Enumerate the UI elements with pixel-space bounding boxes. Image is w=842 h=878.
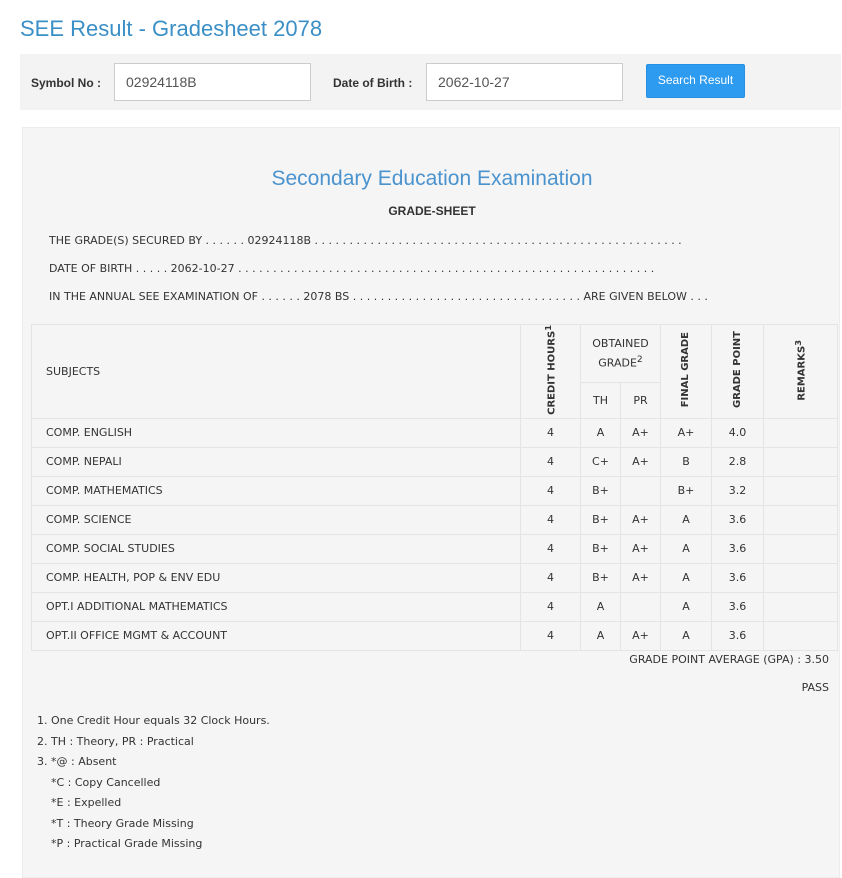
credit-hours-cell: 4: [521, 447, 581, 476]
remarks-cell: [764, 418, 838, 447]
grade-point-cell: 3.6: [712, 563, 764, 592]
footnote: 1. One Credit Hour equals 32 Clock Hours.: [37, 714, 270, 727]
grade-point-cell: 4.0: [712, 418, 764, 447]
credit-hours-cell: 4: [521, 592, 581, 621]
header-final-grade: FINAL GRADE: [661, 325, 712, 419]
credit-hours-cell: 4: [521, 418, 581, 447]
table-row: [32, 534, 838, 563]
table-row: [32, 621, 838, 650]
table-row: [32, 563, 838, 592]
symbol-no-input[interactable]: 02924118B: [114, 63, 311, 101]
page-title: SEE Result - Gradesheet 2078: [20, 16, 323, 41]
sheet-title: GRADE-SHEET: [388, 204, 476, 218]
gpa-text: GRADE POINT AVERAGE (GPA) : 3.50: [629, 653, 829, 666]
subject-cell: COMP. SOCIAL STUDIES: [32, 534, 521, 563]
th-grade-cell: B+: [581, 505, 621, 534]
header-remarks: REMARKS$^3$: [764, 325, 838, 419]
footnote: *C : Copy Cancelled: [51, 775, 161, 789]
th-grade-cell: A: [581, 592, 621, 621]
remarks-cell: [764, 505, 838, 534]
subject-cell: COMP. ENGLISH: [32, 418, 521, 447]
final-grade-cell: A: [661, 505, 712, 534]
grade-point-cell: 3.2: [712, 476, 764, 505]
dob-input[interactable]: 2062-10-27: [426, 63, 623, 101]
header-subjects: SUBJECTS: [32, 325, 521, 419]
table-row: [32, 476, 838, 505]
pr-grade-cell: [621, 476, 661, 505]
pr-grade-cell: [621, 592, 661, 621]
th-grade-cell: B+: [581, 563, 621, 592]
search-result-button[interactable]: Search Result: [646, 64, 745, 98]
table-row: [32, 592, 838, 621]
search-bar: [20, 54, 841, 110]
final-grade-cell: A: [661, 563, 712, 592]
subject-cell: COMP. NEPALI: [32, 447, 521, 476]
grade-point-cell: 3.6: [712, 534, 764, 563]
credit-hours-cell: 4: [521, 563, 581, 592]
pr-grade-cell: A+: [621, 534, 661, 563]
remarks-cell: [764, 534, 838, 563]
th-grade-cell: B+: [581, 534, 621, 563]
result-status: PASS: [801, 681, 829, 694]
credit-hours-cell: 4: [521, 621, 581, 650]
footnote: *T : Theory Grade Missing: [51, 816, 194, 830]
secured-by-line: THE GRADE(S) SECURED BY . . . . . . 02924118B . . . . . . . . . . . . . . . . . . . . . . . . . . . . . . . . . . . . . . . . . . . . . . . . . . . . .: [49, 234, 682, 247]
pr-grade-cell: A+: [621, 447, 661, 476]
header-th: TH: [581, 383, 621, 419]
grade-point-cell: 3.6: [712, 505, 764, 534]
grade-point-cell: 3.6: [712, 621, 764, 650]
grade-table: [31, 324, 838, 651]
final-grade-cell: A+: [661, 418, 712, 447]
remarks-cell: [764, 621, 838, 650]
subject-cell: COMP. HEALTH, POP & ENV EDU: [32, 563, 521, 592]
final-grade-cell: A: [661, 534, 712, 563]
header-pr: PR: [621, 383, 661, 419]
remarks-cell: [764, 563, 838, 592]
header-grade-point: GRADE POINT: [712, 325, 764, 419]
th-grade-cell: A: [581, 418, 621, 447]
credit-hours-cell: 4: [521, 534, 581, 563]
exam-title: Secondary Education Examination: [271, 167, 593, 190]
remarks-cell: [764, 447, 838, 476]
remarks-cell: [764, 476, 838, 505]
subject-cell: OPT.I ADDITIONAL MATHEMATICS: [32, 592, 521, 621]
dob-line: DATE OF BIRTH . . . . . 2062-10-27 . . . . . . . . . . . . . . . . . . . . . . . . . . . . . . . . . . . . . . . . . . . . . . . . . . . . . . . . . . . .: [49, 262, 655, 275]
symbol-no-label: Symbol No :: [31, 76, 102, 90]
th-grade-cell: C+: [581, 447, 621, 476]
footnote: *E : Expelled: [51, 796, 122, 809]
footnotes: [37, 711, 270, 855]
subject-cell: COMP. SCIENCE: [32, 505, 521, 534]
final-grade-cell: B: [661, 447, 712, 476]
footnote: *P : Practical Grade Missing: [51, 837, 203, 850]
exam-line: IN THE ANNUAL SEE EXAMINATION OF . . . . . . 2078 BS . . . . . . . . . . . . . . . . . . . . . . . . . . . . . . . . . ARE GIVEN BELOW . . .: [49, 290, 708, 303]
subject-cell: OPT.II OFFICE MGMT & ACCOUNT: [32, 621, 521, 650]
subject-cell: COMP. MATHEMATICS: [32, 476, 521, 505]
credit-hours-cell: 4: [521, 476, 581, 505]
footnote: 3. *@ : Absent: [37, 755, 117, 768]
final-grade-cell: A: [661, 621, 712, 650]
table-row: [32, 447, 838, 476]
pr-grade-cell: A+: [621, 621, 661, 650]
remarks-cell: [764, 592, 838, 621]
grade-point-cell: 2.8: [712, 447, 764, 476]
credit-hours-cell: 4: [521, 505, 581, 534]
table-row: [32, 505, 838, 534]
final-grade-cell: A: [661, 592, 712, 621]
th-grade-cell: B+: [581, 476, 621, 505]
gradesheet-panel: [22, 127, 840, 878]
final-grade-cell: B+: [661, 476, 712, 505]
header-credit-hours: CREDIT HOURS$^1$: [521, 325, 581, 419]
footnote: 2. TH : Theory, PR : Practical: [37, 734, 194, 748]
header-obtained-grade: OBTAINED GRADE$^2$: [581, 325, 661, 383]
dob-label: Date of Birth :: [333, 76, 413, 90]
grade-point-cell: 3.6: [712, 592, 764, 621]
pr-grade-cell: A+: [621, 418, 661, 447]
pr-grade-cell: A+: [621, 563, 661, 592]
th-grade-cell: A: [581, 621, 621, 650]
table-row: [32, 418, 838, 447]
pr-grade-cell: A+: [621, 505, 661, 534]
